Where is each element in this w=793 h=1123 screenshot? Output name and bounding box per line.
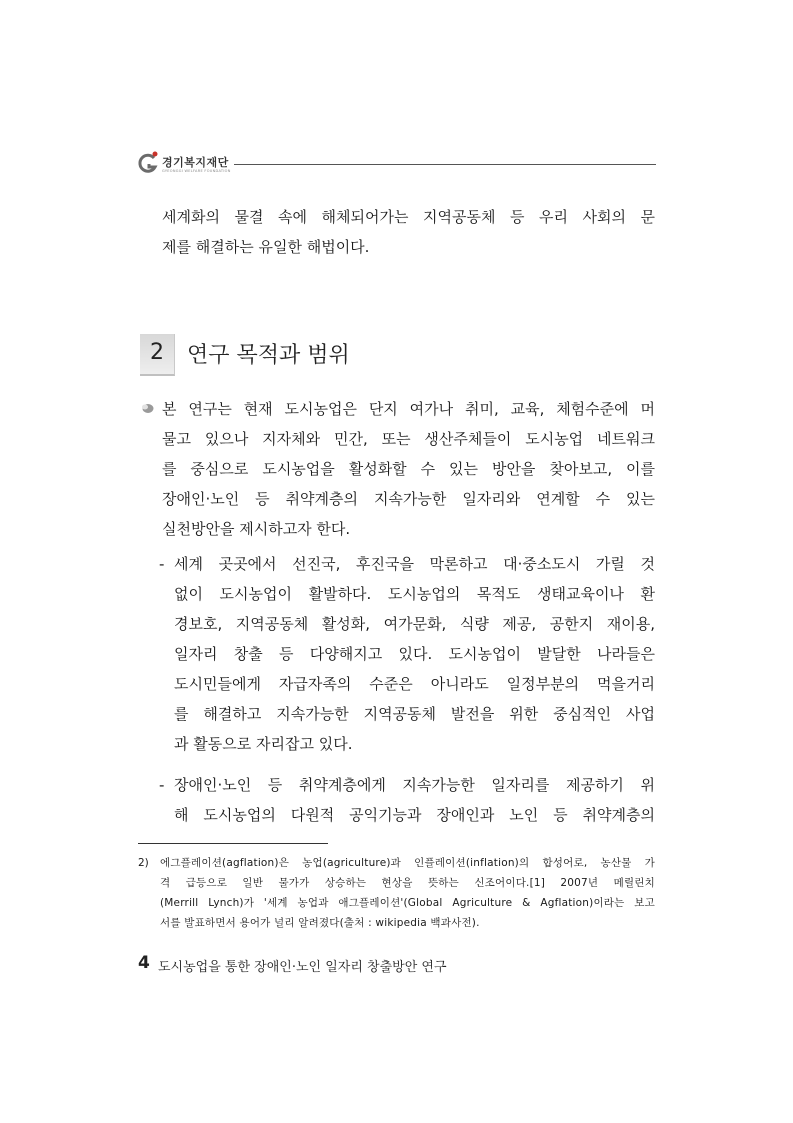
dash-item-paragraph [174,549,655,759]
section-number: 2 [150,340,164,365]
footnote-line: (Merrill Lynch)가 '세계 농업과 애그플레이션'(Global Agriculture & Agflation)이라는 보고 [160,897,655,909]
text-line: 과 활동으로 자리잡고 있다. [174,735,353,753]
org-name-en: GYEONGGI WELFARE FOUNDATION [162,169,231,173]
text-line: 경보호, 지역공동체 활성화, 여가문화, 식량 제공, 공한지 재이용, [174,615,655,633]
footnote-mark: 2) [138,857,149,869]
page-number: 4 [138,953,150,973]
text-line: 물고 있으나 지자체와 민간, 또는 생산주체들이 도시농업 네트워크 [162,430,655,448]
text-line: 없이 도시농업이 활발하다. 도시농업의 목적도 생태교육이나 환 [174,585,655,603]
header-rule [234,164,656,165]
dash-marker: - [159,776,165,794]
text-line: 를 해결하고 지속가능한 지역공동체 발전을 위한 중심적인 사업 [174,705,655,723]
text-line: 실천방안을 제시하고자 한다. [162,520,351,538]
footnote-line: 서를 발표하면서 용어가 널리 알려졌다(출처 : wikipedia 백과사전). [160,917,480,929]
footer-title: 도시농업을 통한 장애인·노인 일자리 창출방안 연구 [158,960,447,975]
main-paragraph [162,394,655,544]
text-line: 세계 곳곳에서 선진국, 후진국을 막론하고 대·중소도시 가릴 것 [174,555,655,573]
footnote-rule [138,843,328,844]
text-line: 세계화의 물결 속에 해체되어가는 지역공동체 등 우리 사회의 문 [162,208,655,226]
section-number-box [140,334,175,376]
text-line: 도시민들에게 자급자족의 수준은 아니라도 일정부분의 먹을거리 [174,675,655,693]
section-title: 연구 목적과 범위 [187,343,350,368]
page-header [138,148,656,178]
dash-marker: - [159,555,165,573]
text-line: 본 연구는 현재 도시농업은 단지 여가나 취미, 교육, 체험수준에 머 [162,400,655,418]
text-line: 장애인·노인 등 취약계층의 지속가능한 일자리와 연계할 수 있는 [162,490,655,508]
bullet-icon [140,402,154,414]
foundation-logo-icon [138,150,160,176]
text-line: 제를 해결하는 유일한 해법이다. [162,238,370,256]
footnote-line: 에그플레이션(agflation)은 농업(agriculture)과 인플레이션(inflation)의 합성어로, 농산물 가 [160,857,655,869]
text-line: 를 중심으로 도시농업을 활성화할 수 있는 방안을 찾아보고, 이를 [162,460,655,478]
text-line: 해 도시농업의 다원적 공익기능과 장애인과 노인 등 취약계층의 [174,806,655,824]
text-line: 일자리 창출 등 다양해지고 있다. 도시농업이 발달한 나라들은 [174,645,655,663]
dash-item-paragraph [174,770,655,830]
org-name: 경기복지재단 [162,156,229,169]
intro-paragraph [162,202,655,262]
text-line: 장애인·노인 등 취약계층에게 지속가능한 일자리를 제공하기 위 [174,776,655,794]
footnote-line: 격 급등으로 일반 물가가 상승하는 현상을 뜻하는 신조어이다.[1] 2007년 메릴린치 [160,877,655,889]
footnote [160,853,655,933]
